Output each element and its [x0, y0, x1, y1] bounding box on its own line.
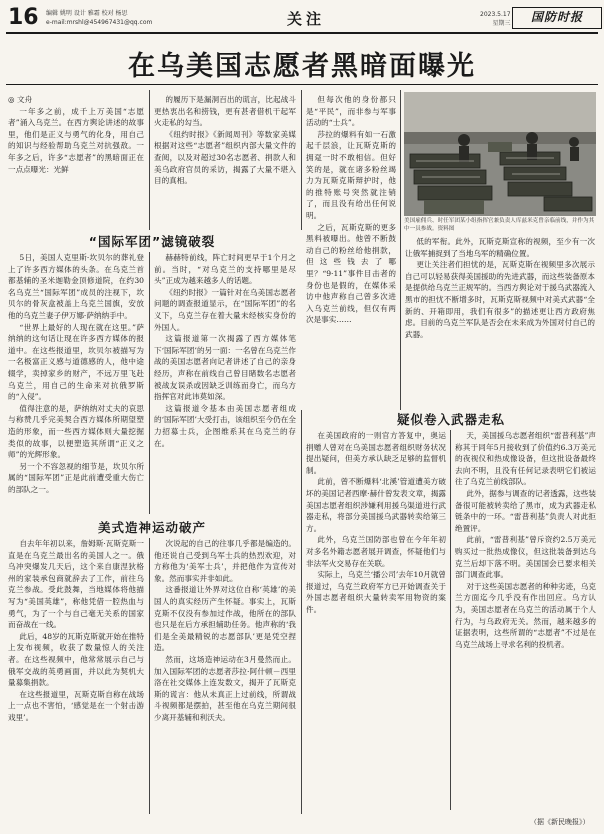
column-divider — [149, 90, 150, 230]
paragraph: 另一个不容忽视的细节是，坎贝尔所属的“国际军团”正是此前遭受重大伤亡的部队之一。 — [8, 461, 144, 494]
page-number: 16 — [8, 5, 39, 30]
column-divider — [400, 90, 401, 410]
paragraph: 然而，这场造神运动在3月曼然而止。加入国际军团的志愿者莎拉·阿什顿－西里洛在社交媒体上连发数文，揭开了瓦斯克斯的谎言：他从未真正上过前线，所谓战斗视频都是摆拍，甚至他在乌克兰期间很少离开基辅和利沃夫。 — [154, 654, 296, 722]
paragraph: 此外，据参与调查的记者透露，这些装备很可能被转卖给了黑市，成为武器走私链条中的一环。“雷普利基”负责人对此拒绝置评。 — [455, 488, 596, 533]
paragraph: 次说起的自己的往事几乎都是编造的。他还说自己受到乌军士兵的热烈欢迎，对方称他为‘美军士兵’，并把他作为宣传对象。然而事实并非如此。 — [154, 539, 296, 583]
article-column — [154, 252, 296, 514]
subhead-arms-smuggling: 疑似卷入武器走私 — [396, 412, 505, 427]
column-divider — [149, 538, 150, 814]
article-column — [455, 430, 596, 814]
source-attribution: （据《新民晚报》） — [530, 818, 590, 826]
paragraph: “世界上最好的人现在就在这里。”萨纳纳的这句话让现在许多西方媒体的报道中。在这些报道里，坎贝尔被描写为一名极富正义感与道德感的人，他中途辍学，卖掉家乡的财产，不远万里飞赴乌克兰，用自己的生命来对抗俄罗斯的“入侵”。 — [8, 322, 144, 402]
article-column — [405, 236, 595, 406]
article-column — [154, 94, 296, 228]
paragraph: 的履历下是漏洞百出的谎言，比起战斗更热衷出名和捞钱，更有甚者借机干起军火走私的勾当。 — [154, 95, 296, 128]
article-column — [306, 430, 446, 814]
paragraph: 此前，“雷普利基”曾斥资约2.5万美元购买过一批热成像仪，但这批装备到达乌克兰后却下落不明。美国国会已要求相关部门调查此事。 — [455, 535, 596, 580]
paragraph: 低的军衔。此外，瓦斯克斯宣称的视频，至少有一次让俄军捕捉到了当地乌军的精确位置。 — [405, 237, 595, 258]
paragraph: 莎拉的爆料有如一石激起千层浪，让瓦斯克斯的拥趸一时不敢相信。但好笑的是，就在诸多粉丝竭力为瓦斯克斯辩护时，他的推特账号突然就注销了，而且没有给出任何说明。 — [306, 129, 396, 220]
issue-date — [480, 10, 511, 28]
article-column — [8, 538, 144, 814]
column-divider — [450, 430, 451, 810]
paragraph: 对于这些美国志愿者的种种劣迹，乌克兰方面迄今几乎没有作出回应。乌方认为，美国志愿者在乌克兰的活动属于个人行为，与乌政府无关。然而，越来越多的证据表明，这些所谓的“志愿者”不过是在乌克兰战场上寻求名利的投机者。 — [455, 581, 596, 649]
paragraph: 更让关注者们担忧的是，瓦斯克斯在视频里多次展示自己可以轻易获得美国援助的先进武器，而这些装备原本是提供给乌克兰正规军的。当西方舆论对于援乌武器流入黑市的担忧不断增多时，瓦斯克斯视频中对美式武器“全新的、开箱即用，我们有很多”的描述更让西方政府焦虑。目前的乌克兰军队是否会在未来成为外国对付自己的武器。 — [405, 260, 595, 339]
paragraph: 但每次他的身份都只是“平民”，而非参与军事活动的“士兵”。 — [306, 95, 396, 128]
article-column — [8, 252, 144, 514]
masthead-logo: 国防时报 — [512, 7, 602, 29]
paragraph: 赫赫特前线，阵亡时间更早于1个月之前。当时，“对乌克兰的支持哪里是尽头”正成为越来越多人的话题。 — [154, 253, 296, 286]
column-divider — [301, 90, 302, 230]
paragraph: 《纽约时报》《新闻周刊》等数家美媒根据对这些“志愿者”组织内部大量文件的查阅，以及对超过30名志愿者、捐款人和美乌政府官员的采访，揭露了大量不堪入目的真相。 — [154, 129, 296, 186]
paragraph: 这篇报道第一次揭露了西方媒体笔下‘国际军团’的另一面：一名曾在乌克兰作战的美国志愿者向记者讲述了自己的亲身经历，声称在前线自己曾目睹数名志愿者被战友误杀或因缺乏训练而身亡，而乌方指挥官对此讳莫如深。 — [154, 334, 296, 402]
paragraph: 此后，48岁的瓦斯克斯就开始在推特上发布视频，收获了数量惊人的关注者。在这些视频中，他常常展示自己与俄军交战的英勇画面，并以此为契机大量募集捐款。 — [8, 631, 144, 688]
subhead-american-myth: 美式造神运动破产 — [97, 520, 206, 535]
paragraph: 此前，曾不断爆料‘北溪’管道遭美方破坏的美国记者西摩·赫什曾发表文章，揭露美国志愿者组织涉嫌利用援乌渠道进行武器走私，将部分美国援乌武器转卖给第三方。 — [306, 477, 446, 533]
paragraph: 自去年年初以来，詹姆斯·瓦斯克斯一直是在乌克兰最出名的美国人之一。俄乌冲突爆发几天后，这个来自康涅狄格州的家装承包商就辞去了工作，前往乌克兰参战。受此鼓舞，当地媒体将他描写为“美国英雄”，称他凭借一腔热血与勇气，为了一个与自己毫无关系的国家而奋战在一线。 — [8, 539, 144, 630]
date-text: 2023.5.17 — [480, 11, 511, 18]
paragraph: 此外，乌克兰国防部也曾在今年年初对多名外籍志愿者展开调查，怀疑他们与非法军火交易存在关联。 — [306, 535, 446, 568]
page-header — [6, 4, 598, 34]
news-photo — [404, 92, 596, 216]
paragraph: 这篇报道令基本由美国志愿者组成的‘国际军团’大受打击，该组织至今仍在全力招募士兵，企图维系其在乌克兰的存在。 — [154, 403, 296, 448]
byline: ◎ 文舟 — [8, 95, 33, 104]
paragraph: 天，美国援乌志愿者组织“雷普利基”声称其于同年5月接收到了价值约6.3万美元的夜视仪和热成像设备，但这批设备最终去向不明，且没有任何记录表明它们被运往了乌克兰前线部队。 — [455, 431, 596, 487]
paragraph: 在美国政府的一则官方答复中，奥运捐赠人曾对在乌美国志愿者组织财务状况提出疑问，但美方承认缺乏足够的监督机制。 — [306, 431, 446, 475]
paragraph: 这番报道让外界对这位自称‘英雄’的美国人的真实经历产生怀疑。事实上，瓦斯克斯不仅没有参加过作战，他所在的部队也只是在后方承担辅助任务。他声称的‘我们是全美最精锐的志愿部队’更是凭空捏造。 — [154, 585, 296, 653]
section-title: 关注 — [286, 10, 325, 28]
editor-info — [46, 9, 152, 27]
article-column — [154, 538, 296, 814]
column-divider — [301, 410, 302, 814]
paragraph: 5日，美国人克里斯·坎贝尔的葬礼登上了许多西方媒体的头条。在乌克兰首都基辅的圣米迦勒金顶修道院，在约30名乌克兰“国际军团”成员的注视下，坎贝尔的骨灰盒被盖上乌克兰国旗，安放他的乌克兰妻子伊万娜·萨纳纳手中。 — [8, 253, 144, 320]
headline-rule — [6, 84, 598, 85]
paragraph: 在这些报道里，瓦斯克斯自称在战场上一点也不害怕，‘感觉是在一个射击游戏里’。 — [8, 689, 144, 722]
weapons-crates-photo — [404, 92, 596, 216]
main-headline: 在乌美国志愿者黑暗面曝光 — [128, 51, 476, 82]
paragraph: 一年多之前，成千上万美国“志愿者”涌入乌克兰。在西方舆论讲述的故事里，他们是正义与勇气的化身，用自己的知识与经验帮助乌克兰对抗强敌。一年多之后，许多“志愿者”的黑暗面正在一点点曝光：光鲜 — [8, 106, 144, 174]
editor-line: 编辑 姚明 设计 雅霜 校对 杨思 — [46, 10, 128, 17]
column-divider — [149, 252, 150, 514]
weekday-text: 星期三 — [492, 20, 511, 27]
paragraph: 之后，瓦斯克斯的更多黑料被曝出。他曾不断鼓动自己的粉丝给他捐款，但这些钱去了哪里？“9·11”事件目击者的身份也是假的，在媒体采访中他声称自己曾多次进入乌克兰前线，但仅有两次是事实…… — [306, 222, 396, 325]
article-column — [8, 94, 144, 228]
subhead-international-legion: “国际军团”滤镜破裂 — [88, 234, 216, 249]
paragraph: 实际上，乌克兰‘播公司’去年10月就曾报道过，乌克兰政府军方已开始调查关于外国志愿者组织大量转卖军用物资的案件。 — [306, 570, 446, 614]
paragraph: 值得注意的是，萨纳纳对丈夫的哀思与称赞几乎完美契合西方媒体所期望塑造的形象，而一些西方媒体则大量挖掘类似的故事，以便塑造其所谓“正义之师”的光辉形象。 — [8, 403, 144, 460]
paragraph: 《纽约时报》一篇针对在乌美国志愿者问题的调查报道显示，在“国际军团”的名义下，乌克兰存在着大量未经核实身份的外国人。 — [154, 287, 296, 332]
article-column — [306, 94, 396, 406]
editor-email: e-mail:mrshl@454967431@qq.com — [46, 19, 153, 26]
photo-caption: 美国雇佣兵、时任军团某小组指挥官兼负责人库兹米克曾亲临前线，并作为其中一员参战。资料图 — [404, 218, 595, 232]
